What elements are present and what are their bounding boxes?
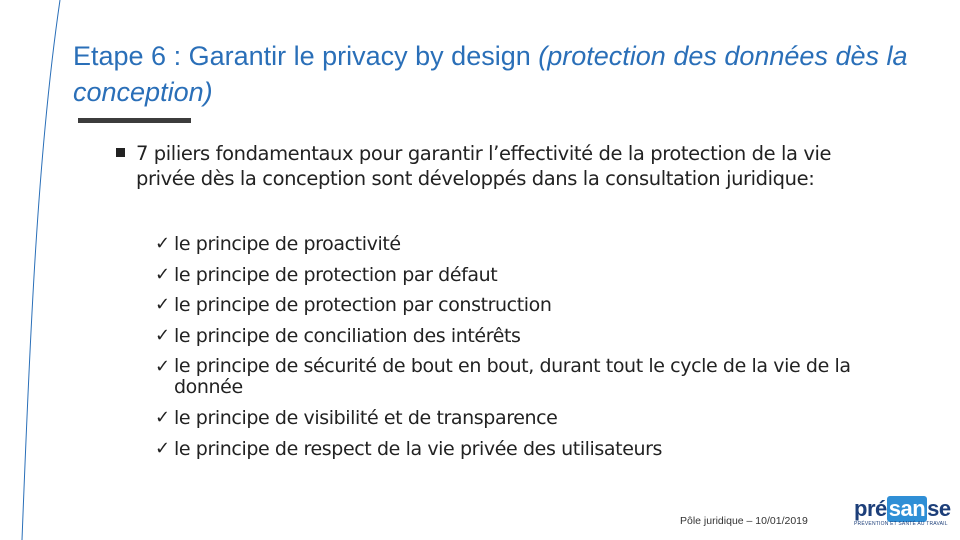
list-item: ✓ le principe de conciliation des intérêts <box>155 321 875 352</box>
presanse-logo: présanse PRÉVENTION ET SANTÉ AU TRAVAIL <box>854 496 951 527</box>
square-bullet-icon <box>116 148 125 157</box>
list-item: ✓ le principe de protection par défaut <box>155 260 875 291</box>
list-item: ✓ le principe de respect de la vie privée des utilisateurs <box>155 434 875 465</box>
check-icon: ✓ <box>155 324 170 346</box>
list-item: ✓ le principe de proactivité <box>155 229 875 260</box>
main-bullet <box>116 141 876 191</box>
title-italic: (protection des données dès la conception) <box>73 41 908 107</box>
footer-date: Pôle juridique – 10/01/2019 <box>680 515 808 527</box>
list-item: ✓ le principe de protection par construction <box>155 290 875 321</box>
check-icon: ✓ <box>155 356 170 377</box>
slide-title <box>73 38 913 110</box>
check-icon: ✓ <box>155 407 170 428</box>
title-accent-bar <box>78 118 191 123</box>
principles-list <box>155 229 875 464</box>
main-bullet-text: 7 piliers fondamentaux pour garantir l’effectivité de la protection de la vie privée dès la conception sont développés dans la consultation juridique: <box>136 142 832 190</box>
check-icon: ✓ <box>155 437 170 459</box>
list-item: ✓ le principe de visibilité et de transparence <box>155 403 875 434</box>
title-main: Etape 6 : Garantir le privacy by design <box>73 41 539 71</box>
check-icon: ✓ <box>155 263 170 285</box>
check-icon: ✓ <box>155 294 170 315</box>
list-item: ✓ le principe de sécurité de bout en bout, durant tout le cycle de la vie de la donnée <box>155 355 851 398</box>
check-icon: ✓ <box>155 233 170 254</box>
